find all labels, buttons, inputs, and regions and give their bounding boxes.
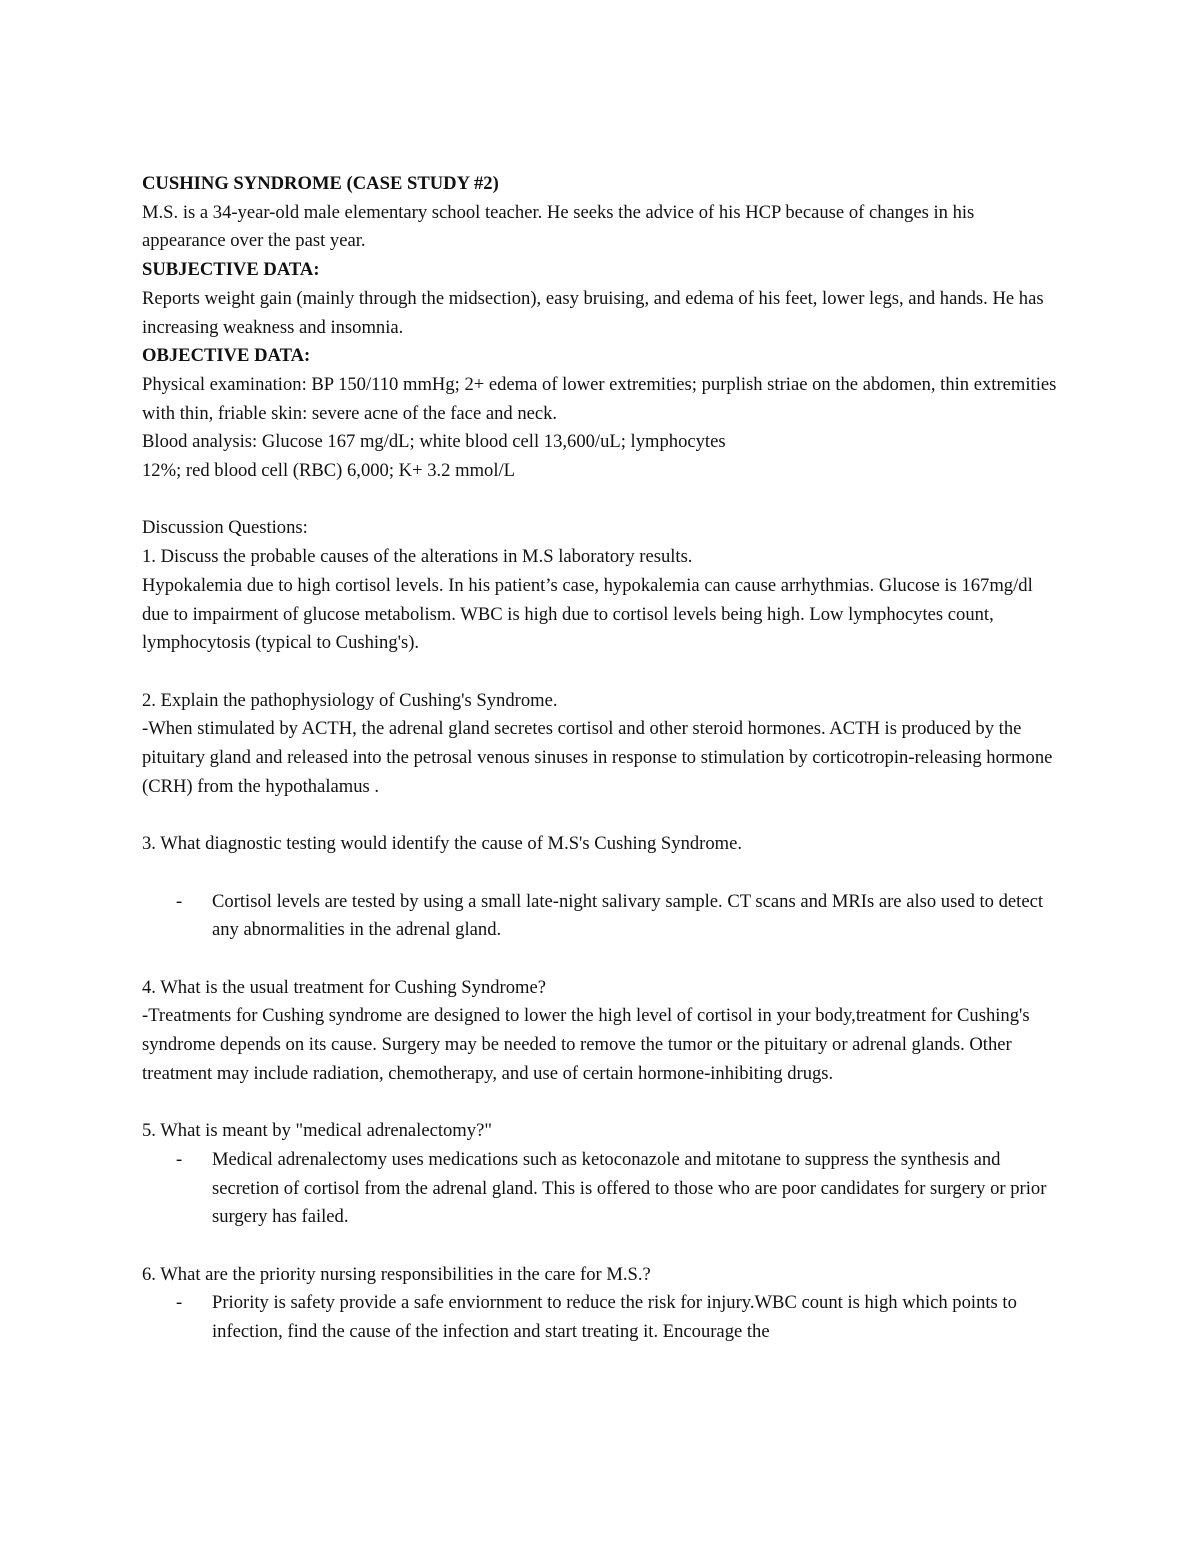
question-6: 6. What are the priority nursing responsibilities in the care for M.S.? [142, 1263, 651, 1285]
question-2: 2. Explain the pathophysiology of Cushing's Syndrome. [142, 689, 558, 711]
answer-1: Hypokalemia due to high cortisol levels. In his patient’s case, hypokalemia can cause arrhythmias. Glucose is 167mg/dl due to impairment of glucose metabolism. WBC is high due to cortisol levels being high. Low lymphocytes count, lymphocytosis (typical to Cushing's). [142, 574, 1033, 654]
question-5: 5. What is meant by "medical adrenalectomy?" [142, 1120, 492, 1142]
bullet-dash: - [176, 890, 183, 912]
subjective-text: Reports weight gain (mainly through the midsection), easy bruising, and edema of his feet, lower legs, and hands. He has increasing weakness and insomnia. [142, 287, 1044, 338]
answer-5: Medical adrenalectomy uses medications such as ketoconazole and mitotane to suppress the synthesis and secretion of cortisol from the adrenal gland. This is offered to those who are poor candidates for surgery or prior surgery has failed. [212, 1148, 1047, 1228]
answer-6: Priority is safety provide a safe enviornment to reduce the risk for injury.WBC count is high which points to infection, find the cause of the infection and start treating it. Encourage the [212, 1292, 1017, 1343]
question-3: 3. What diagnostic testing would identify the cause of M.S's Cushing Syndrome. [142, 833, 743, 855]
answer-3-bullet [142, 888, 1062, 945]
question-4: 4. What is the usual treatment for Cushing Syndrome? [142, 976, 546, 998]
spacer [142, 945, 1062, 974]
question-1: 1. Discuss the probable causes of the alterations in M.S laboratory results. [142, 546, 693, 568]
document-body [142, 170, 1062, 1347]
blood-analysis-line-1: Blood analysis: Glucose 167 mg/dL; white blood cell 13,600/uL; lymphocytes [142, 431, 726, 453]
physical-exam-text: Physical examination: BP 150/110 mmHg; 2+ edema of lower extremities; purplish striae on the abdomen, thin extremities with thin, friable skin: severe acne of the face and neck. [142, 373, 1057, 424]
answer-4: -Treatments for Cushing syndrome are designed to lower the high level of cortisol in your body,treatment for Cushing's syndrome depends on its cause. Surgery may be needed to remove the tumor or the pituitary or adrenal glands. Other treatment may include radiation, chemotherapy, and use of certain hormone-inhibiting drugs. [142, 1005, 1030, 1084]
discussion-heading: Discussion Questions: [142, 517, 308, 539]
subjective-heading: SUBJECTIVE DATA: [142, 259, 320, 281]
bullet-dash: - [176, 1292, 183, 1314]
objective-heading: OBJECTIVE DATA: [142, 345, 311, 367]
spacer [142, 801, 1062, 830]
blood-analysis-line-2: 12%; red blood cell (RBC) 6,000; K+ 3.2 mmol/L [142, 460, 516, 482]
spacer [142, 1232, 1062, 1261]
spacer [142, 1088, 1062, 1117]
intro-paragraph: M.S. is a 34-year-old male elementary school teacher. He seeks the advice of his HCP because of changes in his appearance over the past year. [142, 201, 975, 252]
answer-5-bullet [142, 1146, 1062, 1232]
answer-6-bullet [142, 1289, 1062, 1346]
bullet-dash: - [176, 1148, 183, 1170]
spacer [142, 859, 1062, 888]
answer-3: Cortisol levels are tested by using a small late-night salivary sample. CT scans and MRIs are also used to detect any abnormalities in the adrenal gland. [212, 890, 1044, 941]
spacer [142, 486, 1062, 515]
document-title: CUSHING SYNDROME (CASE STUDY #2) [142, 173, 499, 194]
answer-2: -When stimulated by ACTH, the adrenal gland secretes cortisol and other steroid hormones. ACTH is produced by the pituitary gland and released into the petrosal venous sinuses in response to stimulation by corticotropin-releasing hormone (CRH) from the hypothalamus . [142, 718, 1053, 797]
spacer [142, 658, 1062, 687]
